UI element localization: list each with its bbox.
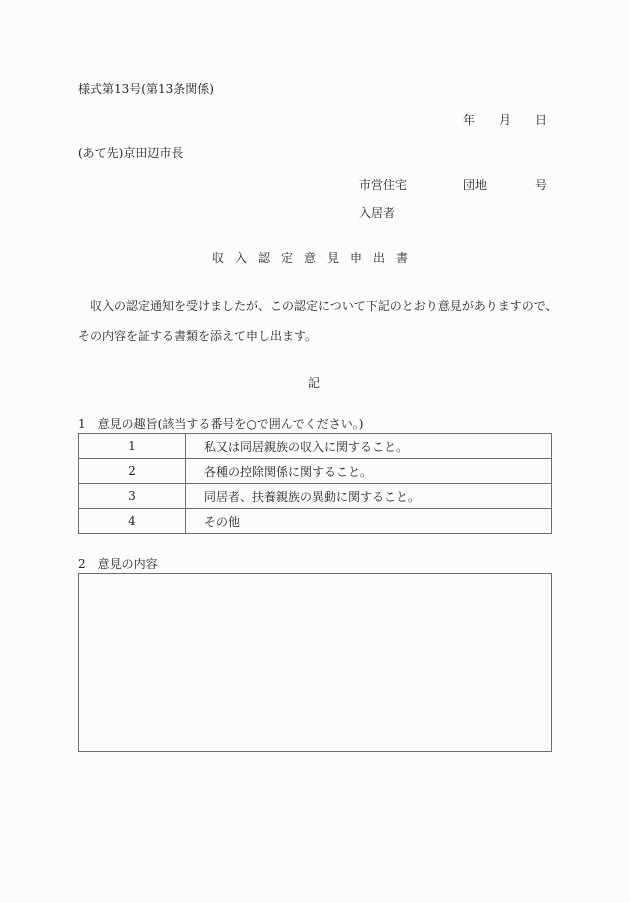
- complex-label: 団地: [463, 178, 488, 192]
- opinion-content-box[interactable]: [78, 573, 552, 752]
- table-row[interactable]: [79, 459, 552, 484]
- section2-heading: 2 意見の内容: [78, 557, 158, 571]
- table-row[interactable]: [79, 434, 552, 459]
- table-row[interactable]: [79, 509, 552, 534]
- option-number[interactable]: 3: [79, 484, 186, 509]
- date-day-label: 日: [535, 113, 548, 127]
- form-number: 様式第13号(第13条関係): [78, 82, 214, 96]
- table-row[interactable]: [79, 484, 552, 509]
- option-number[interactable]: 2: [79, 459, 186, 484]
- opinion-options-table: [78, 433, 552, 534]
- housing-label: 市営住宅: [359, 178, 408, 192]
- document-title: 収入認定意見申出書: [212, 251, 420, 265]
- option-text: 同居者、扶養親族の異動に関すること。: [186, 484, 552, 509]
- option-number[interactable]: 4: [79, 509, 186, 534]
- option-text: 私又は同居親族の収入に関すること。: [186, 434, 552, 459]
- date-year-label: 年: [463, 113, 476, 127]
- body-line-1: 収入の認定通知を受けましたが、この認定について下記のとおり意見がありますので、: [90, 299, 558, 313]
- option-number[interactable]: 1: [79, 434, 186, 459]
- number-label: 号: [535, 178, 548, 192]
- date-month-label: 月: [499, 113, 512, 127]
- section1-heading: 1 意見の趣旨(該当する番号を○で囲んでください。): [78, 417, 364, 431]
- resident-label: 入居者: [359, 206, 396, 220]
- option-text: その他: [186, 509, 552, 534]
- ki-label: 記: [308, 376, 321, 390]
- body-line-2: その内容を証する書類を添えて申し出ます。: [78, 329, 318, 343]
- option-text: 各種の控除関係に関すること。: [186, 459, 552, 484]
- addressee: (あて先)京田辺市長: [78, 146, 184, 160]
